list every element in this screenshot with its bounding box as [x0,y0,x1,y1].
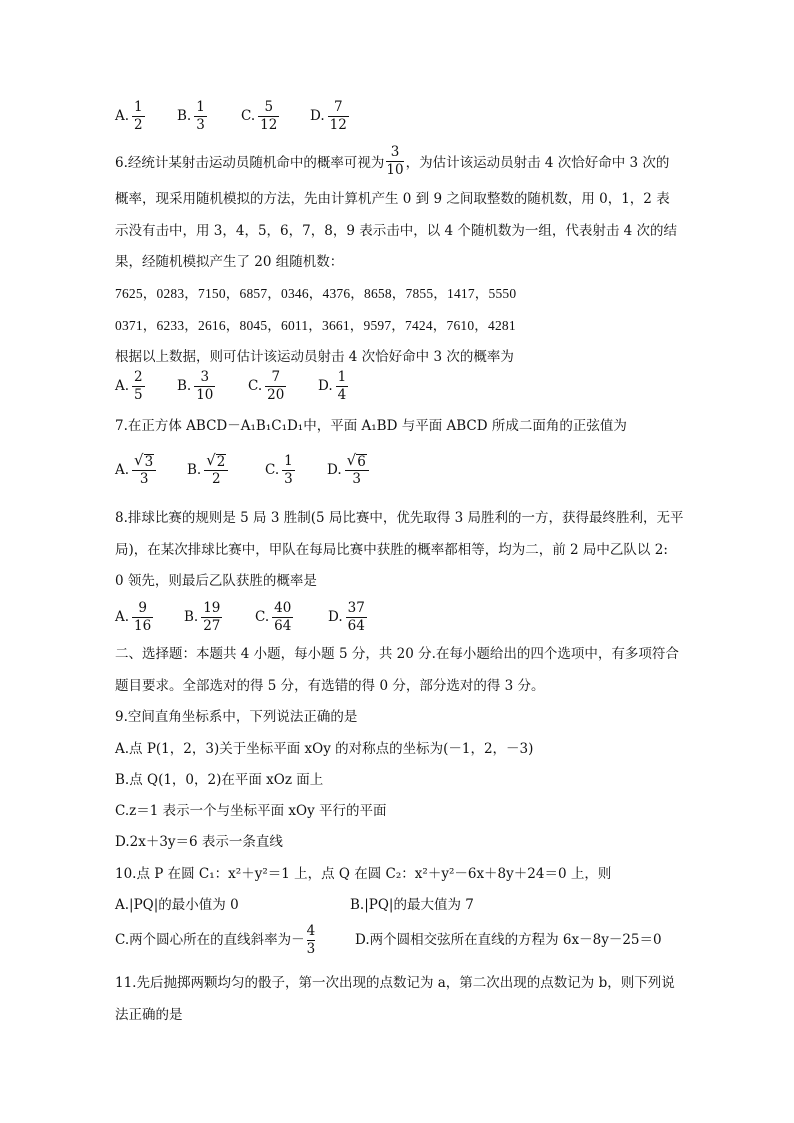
q5-option-b: B. $\frac{1}{3}$ [177,98,205,133]
q7-stem: 7.在正方体 ABCD－A₁B₁C₁D₁中，平面 A₁BD 与平面 ABCD 所成二面角的正弦值为 [115,418,627,434]
q8-line-2: 局)，在某次排球比赛中，甲队在每局比赛中获胜的概率都相等，均为二，前 2 局中乙队以 2: [115,542,668,558]
q7-option-b: B. √ 2 2 [187,450,228,490]
q5-option-c: C. $\frac{5}{12}$ [241,98,278,133]
q7-option-a: A. √ 3 3 [115,450,156,490]
q9-option-d: D.2x＋3y＝6 表示一条直线 [115,834,283,850]
q10-stem: 10.点 P 在圆 C₁：x²＋y²＝1 上，点 Q 在圆 C₂：x²＋y²－6x＋8y＋24＝0 上，则 [115,866,612,882]
q8-option-c: C. $\frac{40}{64}$ [255,599,292,634]
q10-option-a: A.|PQ|的最小值为 0 [115,897,239,913]
q10-option-c: C.两个圆心所在的直线斜率为－ $\frac{4}{3}$ [115,922,316,957]
q6-line-1: 6.经统计某射击运动员随机命中的概率可视为 $\frac{3}{10}$ ，为估计该运动员射击 4 次恰好命中 3 次的 [115,143,670,178]
q6-option-d: D. $\frac{1}{4}$ [318,368,347,403]
q6-data-row-1: 7625，0283，7150，6857，0346，4376，8658，7855，1417，5550 [115,286,517,301]
q6-option-a: A. $\frac{2}{5}$ [115,368,143,403]
q11-line-1: 11.先后抛掷两颗均匀的骰子，第一次出现的点数记为 a，第二次出现的点数记为 b，则下列说 [115,975,675,991]
q7-option-d: D. √ 6 3 [327,450,369,490]
q11-line-2: 法正确的是 [115,1007,183,1023]
q5-option-d: D. $\frac{7}{12}$ [310,98,347,133]
q6-option-c: C. $\frac{7}{20}$ [248,368,285,403]
q6-line-4: 果，经随机模拟产生了 20 组随机数： [115,254,344,270]
q10-option-b: B.|PQ|的最大值为 7 [350,897,474,913]
q6-line-3: 示没有击中，用 3，4，5，6，7，8，9 表示击中，以 4 个随机数为一组，代表射击 4 次的结 [115,223,678,239]
q9-option-c: C.z＝1 表示一个与坐标平面 xOy 平行的平面 [115,803,387,819]
q9-option-a: A.点 P(1，2，3)关于坐标平面 xOy 的对称点的坐标为(－1，2，－3) [115,741,534,757]
q9-option-b: B.点 Q(1，0，2)在平面 xOz 面上 [115,772,324,788]
q8-option-a: A. $\frac{9}{16}$ [115,599,152,634]
q6-line-2: 概率，现采用随机模拟的方法，先由计算机产生 0 到 9 之间取整数的随机数，用 0，1，2 表 [115,191,670,207]
q8-line-1: 8.排球比赛的规则是 5 局 3 胜制(5 局比赛中，优先取得 3 局胜利的一方，获得最终胜利，无平 [115,510,684,526]
section2-line-1: 二、选择题：本题共 4 小题，每小题 5 分，共 20 分.在每小题给出的四个选项中，有多项符合 [115,646,679,662]
section2-line-2: 题目要求。全部选对的得 5 分，有选错的得 0 分，部分选对的得 3 分。 [115,678,545,694]
q8-option-b: B. $\frac{19}{27}$ [184,599,221,634]
q9-stem: 9.空间直角坐标系中，下列说法正确的是 [115,709,358,725]
q10-option-d: D.两个圆相交弦所在直线的方程为 6x－8y－25＝0 [355,932,662,948]
q8-line-3: 0 领先，则最后乙队获胜的概率是 [115,573,317,589]
q7-option-c: C. $\frac{1}{3}$ [265,452,293,487]
q5-option-a: A. $\frac{1}{2}$ [115,98,143,133]
q6-option-b: B. $\frac{3}{10}$ [177,368,214,403]
q8-option-d: D. $\frac{37}{64}$ [328,599,365,634]
q6-data-row-2: 0371，6233，2616，8045，6011，3661，9597，7424，7610，4281 [115,318,516,333]
q6-line-5: 根据以上数据，则可估计该运动员射击 4 次恰好命中 3 次的概率为 [115,349,514,365]
